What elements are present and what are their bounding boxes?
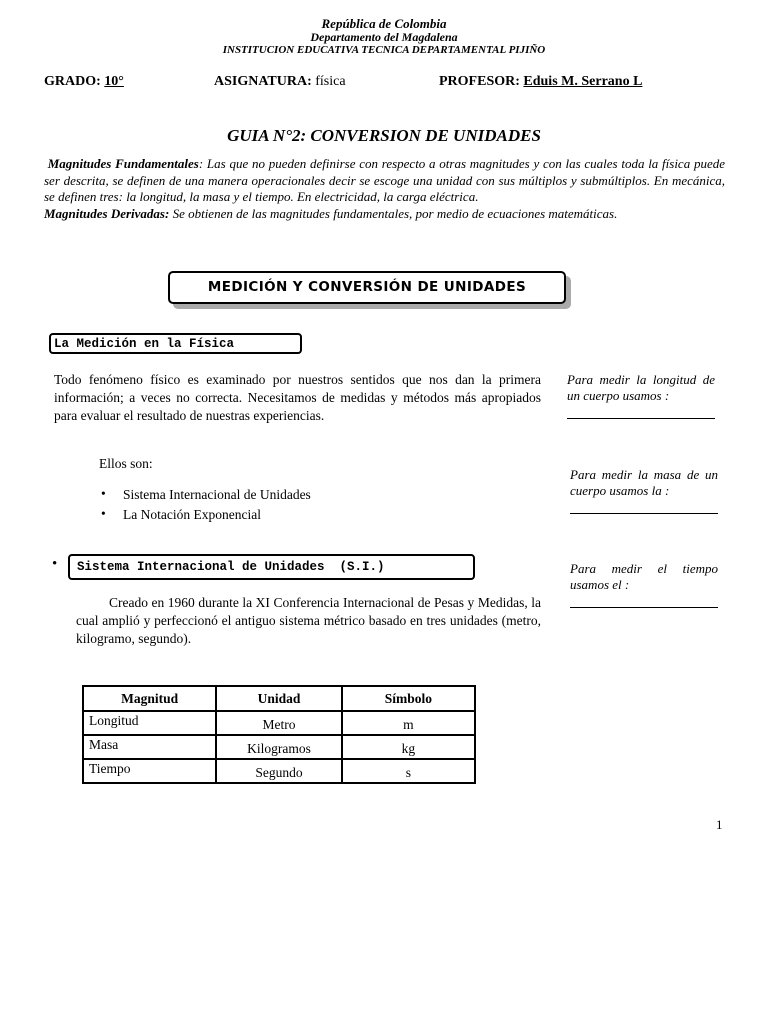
asignatura-field xyxy=(214,74,346,90)
header-magnitud: Magnitud xyxy=(83,686,216,711)
question-text: Para medir la longitud de un cuerpo usamos : xyxy=(567,372,715,403)
cell-unidad: Metro xyxy=(216,711,341,735)
header-institution: INSTITUCION EDUCATIVA TECNICA DEPARTAMENTAL PIJIÑO xyxy=(222,44,546,56)
cell-simbolo: kg xyxy=(342,735,475,759)
answer-line[interactable] xyxy=(570,501,718,515)
bullet-icon: • xyxy=(101,486,106,501)
header-republic: República de Colombia xyxy=(321,16,447,31)
fundamental-label: Magnitudes Fundamentales xyxy=(47,156,199,171)
cell-magnitud: Longitud xyxy=(83,711,216,735)
table-row xyxy=(83,711,475,735)
section-label-si: Sistema Internacional de Unidades (S.I.) xyxy=(68,554,475,580)
grado-value: 10° xyxy=(104,74,124,89)
units-table xyxy=(82,685,476,784)
table-header-row xyxy=(83,686,475,711)
bullet-item-si xyxy=(101,486,311,503)
page-number: 1 xyxy=(716,817,723,832)
section-label-medicion: La Medición en la Física xyxy=(49,333,302,354)
fundamental-text: : Las que no pueden definirse con respecto a otras magnitudes y con las cuales toda la física puede ser descrita, se definen de una manera operacionales decir se escoge una unidad con sus múltiplos y submúltiplos. En mecánica, se definen tres: la longitud, la masa y el tiempo. En electricidad, la carga eléctrica. xyxy=(44,156,725,204)
table-row xyxy=(83,759,475,783)
bullet-text: La Notación Exponencial xyxy=(123,507,261,522)
sidebar-question-tiempo xyxy=(570,561,718,609)
header-unidad: Unidad xyxy=(216,686,341,711)
cell-simbolo: s xyxy=(342,759,475,783)
asignatura-label: ASIGNATURA: xyxy=(214,74,312,89)
cell-unidad: Kilogramos xyxy=(216,735,341,759)
grado-field xyxy=(44,74,124,90)
cell-unidad: Segundo xyxy=(216,759,341,783)
cell-simbolo: m xyxy=(342,711,475,735)
bullet-icon: • xyxy=(52,556,58,572)
derived-label: Magnitudes Derivadas: xyxy=(44,205,170,221)
derived-text: Se obtienen de las magnitudes fundamentales, por medio de ecuaciones matemáticas. xyxy=(169,205,618,221)
profesor-label: PROFESOR: xyxy=(439,74,520,89)
cell-magnitud: Masa xyxy=(83,735,216,759)
grado-label: GRADO: xyxy=(44,74,101,89)
ellos-son-text: Ellos son: xyxy=(99,456,153,471)
bullet-item-notacion xyxy=(101,506,261,523)
intro-paragraph xyxy=(44,156,725,222)
profesor-value: Eduis M. Serrano L xyxy=(523,74,643,89)
question-text: Para medir el tiempo usamos el : xyxy=(570,561,718,592)
sidebar-question-longitud xyxy=(567,372,715,420)
bullet-icon: • xyxy=(101,506,106,521)
sidebar-question-masa xyxy=(570,467,718,515)
asignatura-value: física xyxy=(315,74,346,89)
cell-magnitud: Tiempo xyxy=(83,759,216,783)
derived-definition xyxy=(44,206,725,223)
header-simbolo: Símbolo xyxy=(342,686,475,711)
table-row xyxy=(83,735,475,759)
answer-line[interactable] xyxy=(567,406,715,420)
section-banner: MEDICIÓN Y CONVERSIÓN DE UNIDADES xyxy=(168,271,566,304)
si-paragraph: Creado en 1960 durante la XI Conferencia Internacional de Pesas y Medidas, la cual amplió y perfeccionó el antiguo sistema métrico basado en tres unidades (metro, kilogramo, segundo). xyxy=(76,595,541,646)
guide-title: GUIA N°2: CONVERSION DE UNIDADES xyxy=(227,126,541,145)
medicion-paragraph: Todo fenómeno físico es examinado por nuestros sentidos que nos dan la primera información; a veces no correcta. Necesitamos de medidas y métodos más apropiados para evaluar el resultado de nuestras experiencias. xyxy=(54,372,541,423)
header-department: Departamento del Magdalena xyxy=(310,30,458,44)
fundamental-definition xyxy=(44,156,725,206)
question-text: Para medir la masa de un cuerpo usamos la : xyxy=(570,467,718,498)
profesor-field xyxy=(439,74,642,90)
bullet-text: Sistema Internacional de Unidades xyxy=(123,487,311,502)
answer-line[interactable] xyxy=(570,595,718,609)
